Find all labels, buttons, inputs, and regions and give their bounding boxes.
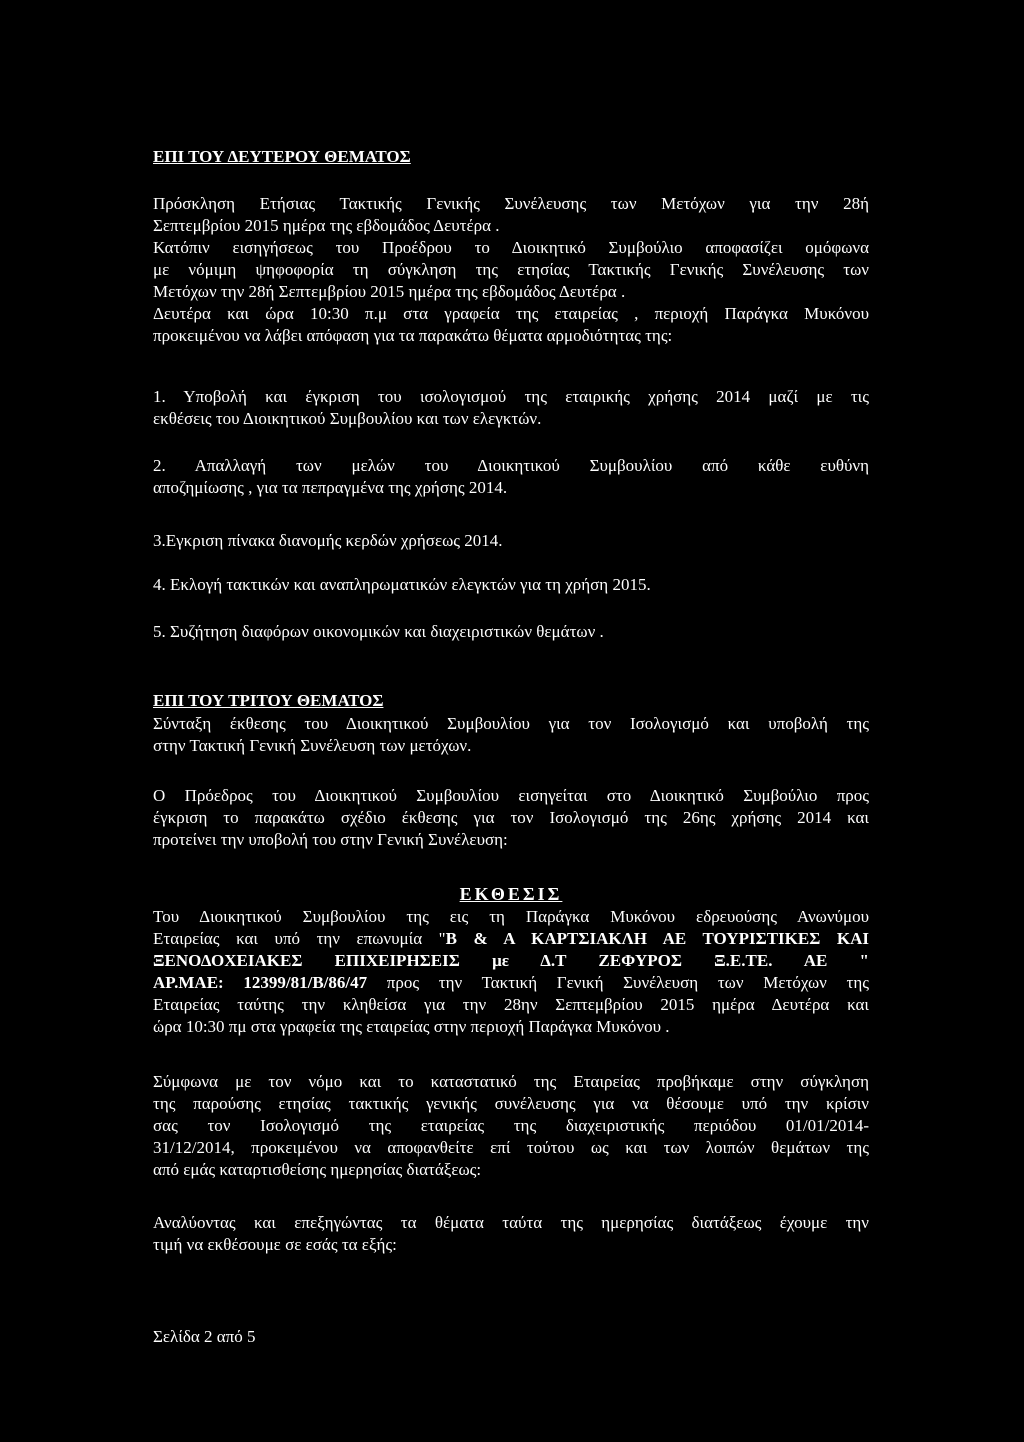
section3-line: Σύνταξη έκθεσης του Διοικητικού Συμβουλίου για τον Ισολογισμό και υποβολή της	[153, 714, 869, 733]
agenda-item-2	[153, 455, 869, 499]
report-title: ΕΚΘΕΣΙΣ	[459, 884, 563, 904]
report-line-prefix: Εταιρείας και υπό την επωνυμία "	[153, 929, 446, 948]
intro-line: με νόμιμη ψηφοφορία τη σύγκληση της ετησίας Τακτικής Γενικής Συνέλευσης των	[153, 260, 869, 279]
report-paragraph-2	[153, 1071, 869, 1181]
agenda-item-1	[153, 386, 869, 430]
company-name-part2: ΞΕΝΟΔΟΧΕΙΑΚΕΣ ΕΠΙΧΕΙΡΗΣΕΙΣ με Δ.Τ ΖΕΦΥΡΟΣ Ξ.Ε.ΤΕ. ΑΕ "	[153, 951, 869, 970]
president-line: Ο Πρόεδρος του Διοικητικού Συμβουλίου εισηγείται στο Διοικητικό Συμβούλιο προς	[153, 786, 869, 805]
agenda-item-line: εκθέσεις του Διοικητικού Συμβουλίου και των ελεγκτών.	[153, 409, 542, 428]
document-page	[153, 0, 869, 1442]
agenda-item-line: 2. Απαλλαγή των μελών του Διοικητικού Συμβουλίου από κάθε ευθύνη	[153, 456, 869, 475]
section3-line: στην Τακτική Γενική Συνέλευση των μετόχων.	[153, 736, 472, 755]
agenda-item-3	[153, 530, 869, 552]
section2-heading: ΕΠΙ ΤΟΥ ΔΕΥΤΕΡΟΥ ΘΕΜΑΤΟΣ	[153, 147, 411, 166]
intro-line: Πρόσκληση Ετήσιας Τακτικής Γενικής Συνέλευσης των Μετόχων για την 28ή	[153, 194, 869, 213]
report-line: από εμάς καταρτισθείσης ημερησίας διατάξεως:	[153, 1160, 482, 1179]
agenda-item-4	[153, 574, 869, 596]
president-line: προτείνει την υποβολή του στην Γενική Συνέλευση:	[153, 830, 508, 849]
section3-text	[153, 713, 869, 757]
report-line: σας τον Ισολογισμό της εταιρείας της διαχειριστικής περιόδου 01/01/2014-	[153, 1116, 869, 1135]
report-line: Του Διοικητικού Συμβουλίου της εις τη Παράγκα Μυκόνου εδρευούσης Ανωνύμου	[153, 907, 869, 926]
report-line	[153, 928, 869, 950]
section2-intro	[153, 193, 869, 347]
section3-heading: ΕΠΙ ΤΟΥ ΤΡΙΤΟΥ ΘΕΜΑΤΟΣ	[153, 691, 384, 710]
report-line: Σύμφωνα με τον νόμο και το καταστατικό της Εταιρείας προβήκαμε στην σύγκληση	[153, 1072, 869, 1091]
report-line: Εταιρείας ταύτης την κληθείσα για την 28ην Σεπτεμβρίου 2015 ημέρα Δευτέρα και	[153, 995, 869, 1014]
report-line: ώρα 10:30 πμ στα γραφεία της εταιρείας στην περιοχή Παράγκα Μυκόνου .	[153, 1017, 670, 1036]
report-line: τιμή να εκθέσουμε σε εσάς τα εξής:	[153, 1235, 397, 1254]
registration-number: ΑΡ.ΜΑΕ: 12399/81/Β/86/47	[153, 973, 368, 992]
president-paragraph	[153, 785, 869, 851]
agenda-item-line: 4. Εκλογή τακτικών και αναπληρωματικών ελεγκτών για τη χρήση 2015.	[153, 575, 651, 594]
president-line: έγκριση το παρακάτω σχέδιο έκθεσης για τον Ισολογισμό της 26ης χρήσης 2014 και	[153, 808, 869, 827]
report-line	[153, 950, 869, 972]
agenda-item-line: 5. Συζήτηση διαφόρων οικονομικών και διαχειριστικών θεμάτων .	[153, 622, 604, 641]
intro-line: Κατόπιν εισηγήσεως του Προέδρου το Διοικητικό Συμβούλιο αποφασίζει ομόφωνα	[153, 238, 869, 257]
report-paragraph-3	[153, 1212, 869, 1256]
intro-line: Δευτέρα και ώρα 10:30 π.μ στα γραφεία της εταιρείας , περιοχή Παράγκα Μυκόνου	[153, 304, 869, 323]
report-line	[153, 972, 869, 994]
agenda-item-5	[153, 621, 869, 643]
agenda-item-line: 1. Υποβολή και έγκριση του ισολογισμού της εταιρικής χρήσης 2014 μαζί με τις	[153, 387, 869, 406]
intro-line: Μετόχων την 28ή Σεπτεμβρίου 2015 ημέρα της εβδομάδος Δευτέρα .	[153, 282, 626, 301]
report-line-rest: προς την Τακτική Γενική Συνέλευση των Μετόχων της	[386, 973, 870, 992]
page-number: Σελίδα 2 από 5	[153, 1327, 256, 1346]
company-name-part1: Β & Α ΚΑΡΤΣΙΑΚΛΗ ΑΕ ΤΟΥΡΙΣΤΙΚΕΣ ΚΑΙ	[445, 929, 869, 948]
intro-line: προκειμένου να λάβει απόφαση για τα παρακάτω θέματα αρμοδιότητας της:	[153, 326, 673, 345]
report-intro	[153, 906, 869, 1038]
intro-line: Σεπτεμβρίου 2015 ημέρα της εβδομάδος Δευτέρα .	[153, 216, 500, 235]
agenda-item-line: αποζημίωσης , για τα πεπραγμένα της χρήσης 2014.	[153, 478, 508, 497]
report-line: Αναλύοντας και επεξηγώντας τα θέματα ταύτα της ημερησίας διατάξεως έχουμε την	[153, 1213, 869, 1232]
agenda-item-line: 3.Εγκριση πίνακα διανομής κερδών χρήσεως 2014.	[153, 531, 503, 550]
report-line: 31/12/2014, προκειμένου να αποφανθείτε επί τούτου ως και των λοιπών θεμάτων της	[153, 1138, 869, 1157]
report-line: της παρούσης ετησίας τακτικής γενικής συνέλευσης για να θέσουμε υπό την κρίσιν	[153, 1094, 869, 1113]
